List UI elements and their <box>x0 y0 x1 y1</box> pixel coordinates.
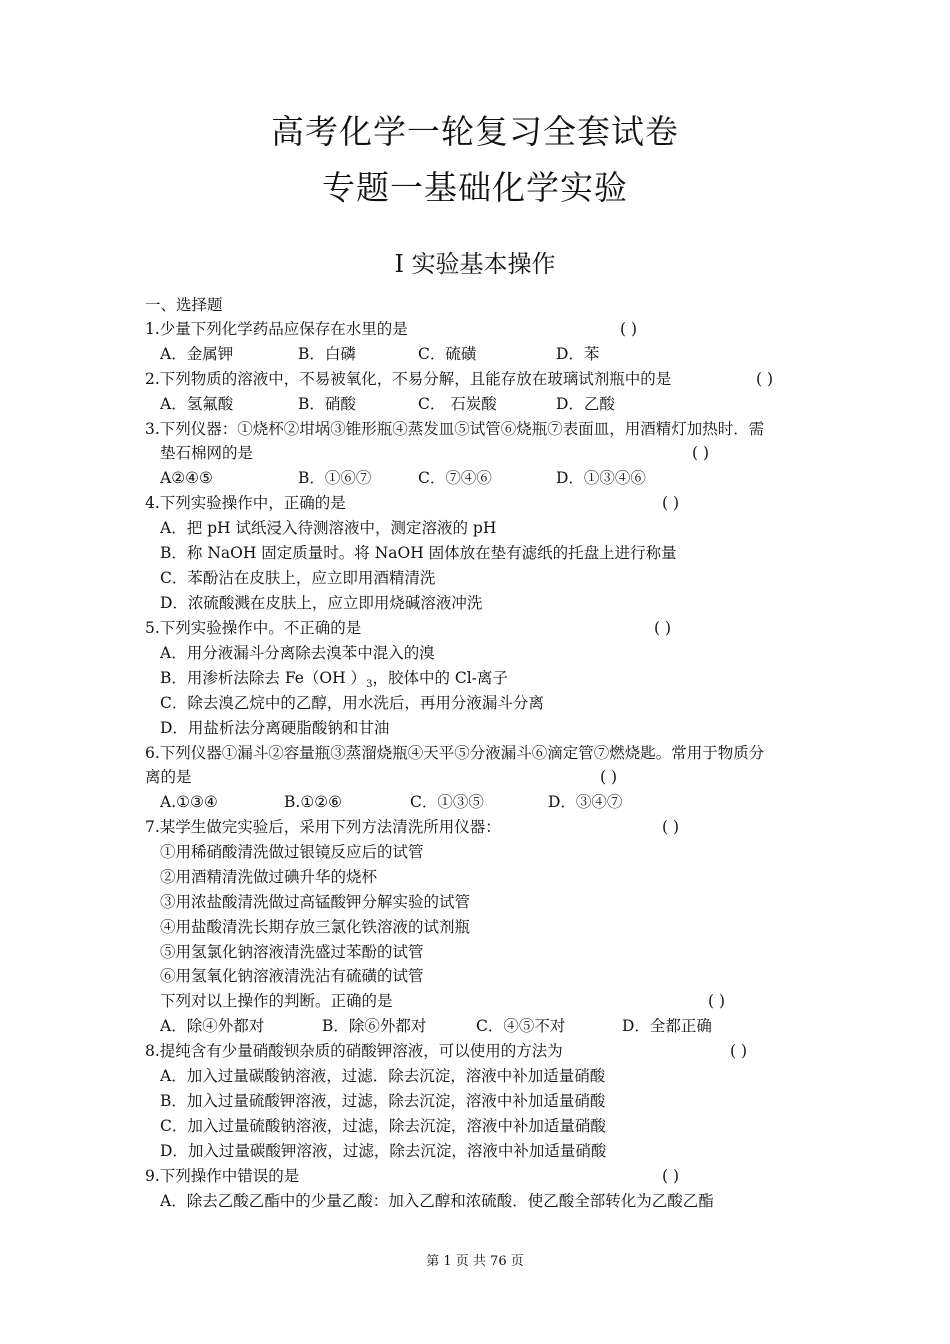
document-subtitle: 专题一基础化学实验 <box>322 168 628 207</box>
q6-answer-blank: ( ) <box>600 768 618 786</box>
q4-option-c: C．苯酚沾在皮肤上，应立即用酒精清洗 <box>160 569 436 587</box>
q4-stem: 4.下列实验操作中，正确的是 <box>145 494 346 512</box>
q3-option-d: D．①③④⑥ <box>556 469 646 487</box>
q2-option-a: A．氢氟酸 <box>160 395 234 413</box>
q8-answer-blank: ( ) <box>730 1042 748 1060</box>
q5-answer-blank: ( ) <box>654 619 672 637</box>
q7-item-2: ②用酒精清洗做过碘升华的烧杯 <box>160 868 378 886</box>
q7-item-6: ⑥用氢氧化钠溶液清洗沾有硫磺的试管 <box>160 967 424 985</box>
q3-stem: 3.下列仪器：①烧杯②坩埚③锥形瓶④蒸发皿⑤试管⑥烧瓶⑦表面皿，用酒精灯加热时．需 <box>145 420 765 438</box>
q7-option-b: B．除⑥外都对 <box>322 1017 427 1035</box>
q6-stem-continued: 离的是 <box>145 768 192 786</box>
q2-option-d: D．乙酸 <box>556 395 615 413</box>
q8-option-c: C．加入过量硫酸钠溶液，过滤，除去沉淀，溶液中补加适量硝酸 <box>160 1117 606 1135</box>
q7-judge: 下列对以上操作的判断。正确的是 <box>160 992 393 1010</box>
q7-item-4: ④用盐酸清洗长期存放三氯化铁溶液的试剂瓶 <box>160 918 471 936</box>
q3-answer-blank: ( ) <box>692 444 710 462</box>
q7-judge-blank: ( ) <box>708 992 726 1010</box>
q2-answer-blank: ( ) <box>756 370 774 388</box>
section-heading: I 实验基本操作 <box>394 250 556 278</box>
q3-option-a: A②④⑤ <box>160 469 213 487</box>
page-footer: 第 1 页 共 76 页 <box>426 1254 524 1269</box>
q6-option-c: C．①③⑤ <box>410 793 484 811</box>
q1-option-d: D．苯 <box>556 345 600 363</box>
q9-answer-blank: ( ) <box>662 1167 680 1185</box>
q3-option-c: C．⑦④⑥ <box>418 469 492 487</box>
q5-option-d: D．用盐析法分离硬脂酸钠和甘油 <box>160 719 390 737</box>
q7-item-1: ①用稀硝酸清洗做过银镜反应后的试管 <box>160 843 424 861</box>
document-title: 高考化学一轮复习全套试卷 <box>271 112 679 151</box>
q3-stem-continued: 垫石棉网的是 <box>160 444 254 462</box>
q1-option-c: C．硫磺 <box>418 345 477 363</box>
q6-option-b: B.①②⑥ <box>284 793 343 811</box>
q4-option-d: D．浓硫酸溅在皮肤上，应立即用烧碱溶液冲洗 <box>160 594 483 612</box>
q2-stem: 2.下列物质的溶液中，不易被氧化，不易分解，且能存放在玻璃试剂瓶中的是 <box>145 370 672 388</box>
q4-option-b: B．称 NaOH 固定质量时。将 NaOH 固体放在垫有滤纸的托盘上进行称量 <box>160 544 677 562</box>
q7-option-a: A．除④外都对 <box>160 1017 265 1035</box>
q7-answer-blank: ( ) <box>662 818 680 836</box>
q2-option-b: B．硝酸 <box>298 395 356 413</box>
q7-option-c: C．④⑤不对 <box>476 1017 566 1035</box>
q4-option-a: A．把 pH 试纸浸入待测溶液中，测定溶液的 pH <box>160 519 497 537</box>
q5-option-b <box>160 668 508 695</box>
q6-stem: 6.下列仪器①漏斗②容量瓶③蒸溜烧瓶④天平⑤分液漏斗⑥滴定管⑦燃烧匙。常用于物质分 <box>145 744 765 762</box>
q9-stem: 9.下列操作中错误的是 <box>145 1167 300 1185</box>
q2-option-c: C． 石炭酸 <box>418 395 497 413</box>
q6-option-d: D．③④⑦ <box>548 793 623 811</box>
q8-option-b: B．加入过量硫酸钾溶液，过滤，除去沉淀，溶液中补加适量硝酸 <box>160 1092 606 1110</box>
q4-answer-blank: ( ) <box>662 494 680 512</box>
q6-option-a: A.①③④ <box>160 793 218 811</box>
q1-answer-blank: ( ) <box>620 320 638 338</box>
q7-stem: 7.某学生做完实验后，采用下列方法清洗所用仪器： <box>145 818 501 836</box>
q5-option-b-text: B．用渗析法除去 Fe（OH ） <box>160 669 367 687</box>
q5-subscript: 3 <box>366 679 373 691</box>
q1-stem: 1.少量下列化学药品应保存在水里的是 <box>145 320 408 338</box>
q7-item-5: ⑤用氢氯化钠溶液清洗盛过苯酚的试管 <box>160 943 424 961</box>
part-heading: 一、选择题 <box>145 296 223 314</box>
q1-option-b: B．白磷 <box>298 345 356 363</box>
q7-option-d: D．全都正确 <box>622 1017 712 1035</box>
q9-option-a: A．除去乙酸乙酯中的少量乙酸：加入乙醇和浓硫酸．使乙酸全部转化为乙酸乙酯 <box>160 1192 714 1210</box>
q1-option-a: A．金属钾 <box>160 345 234 363</box>
q5-stem: 5.下列实验操作中。不正确的是 <box>145 619 362 637</box>
q5-option-b-tail: ，胶体中的 Cl-离子 <box>372 669 508 687</box>
q5-option-a: A．用分液漏斗分离除去溴苯中混入的溴 <box>160 644 435 662</box>
q8-stem: 8.提纯含有少量硝酸钡杂质的硝酸钾溶液，可以使用的方法为 <box>145 1042 563 1060</box>
q8-option-a: A．加入过量碳酸钠溶液，过滤．除去沉淀，溶液中补加适量硝酸 <box>160 1067 606 1085</box>
q3-option-b: B．①⑥⑦ <box>298 469 372 487</box>
q8-option-d: D．加入过量碳酸钾溶液，过滤，除去沉淀，溶液中补加适量硝酸 <box>160 1142 607 1160</box>
q7-item-3: ③用浓盐酸清洗做过高锰酸钾分解实验的试管 <box>160 893 471 911</box>
q5-option-c: C．除去溴乙烷中的乙醇，用水洗后，再用分液漏斗分离 <box>160 694 544 712</box>
